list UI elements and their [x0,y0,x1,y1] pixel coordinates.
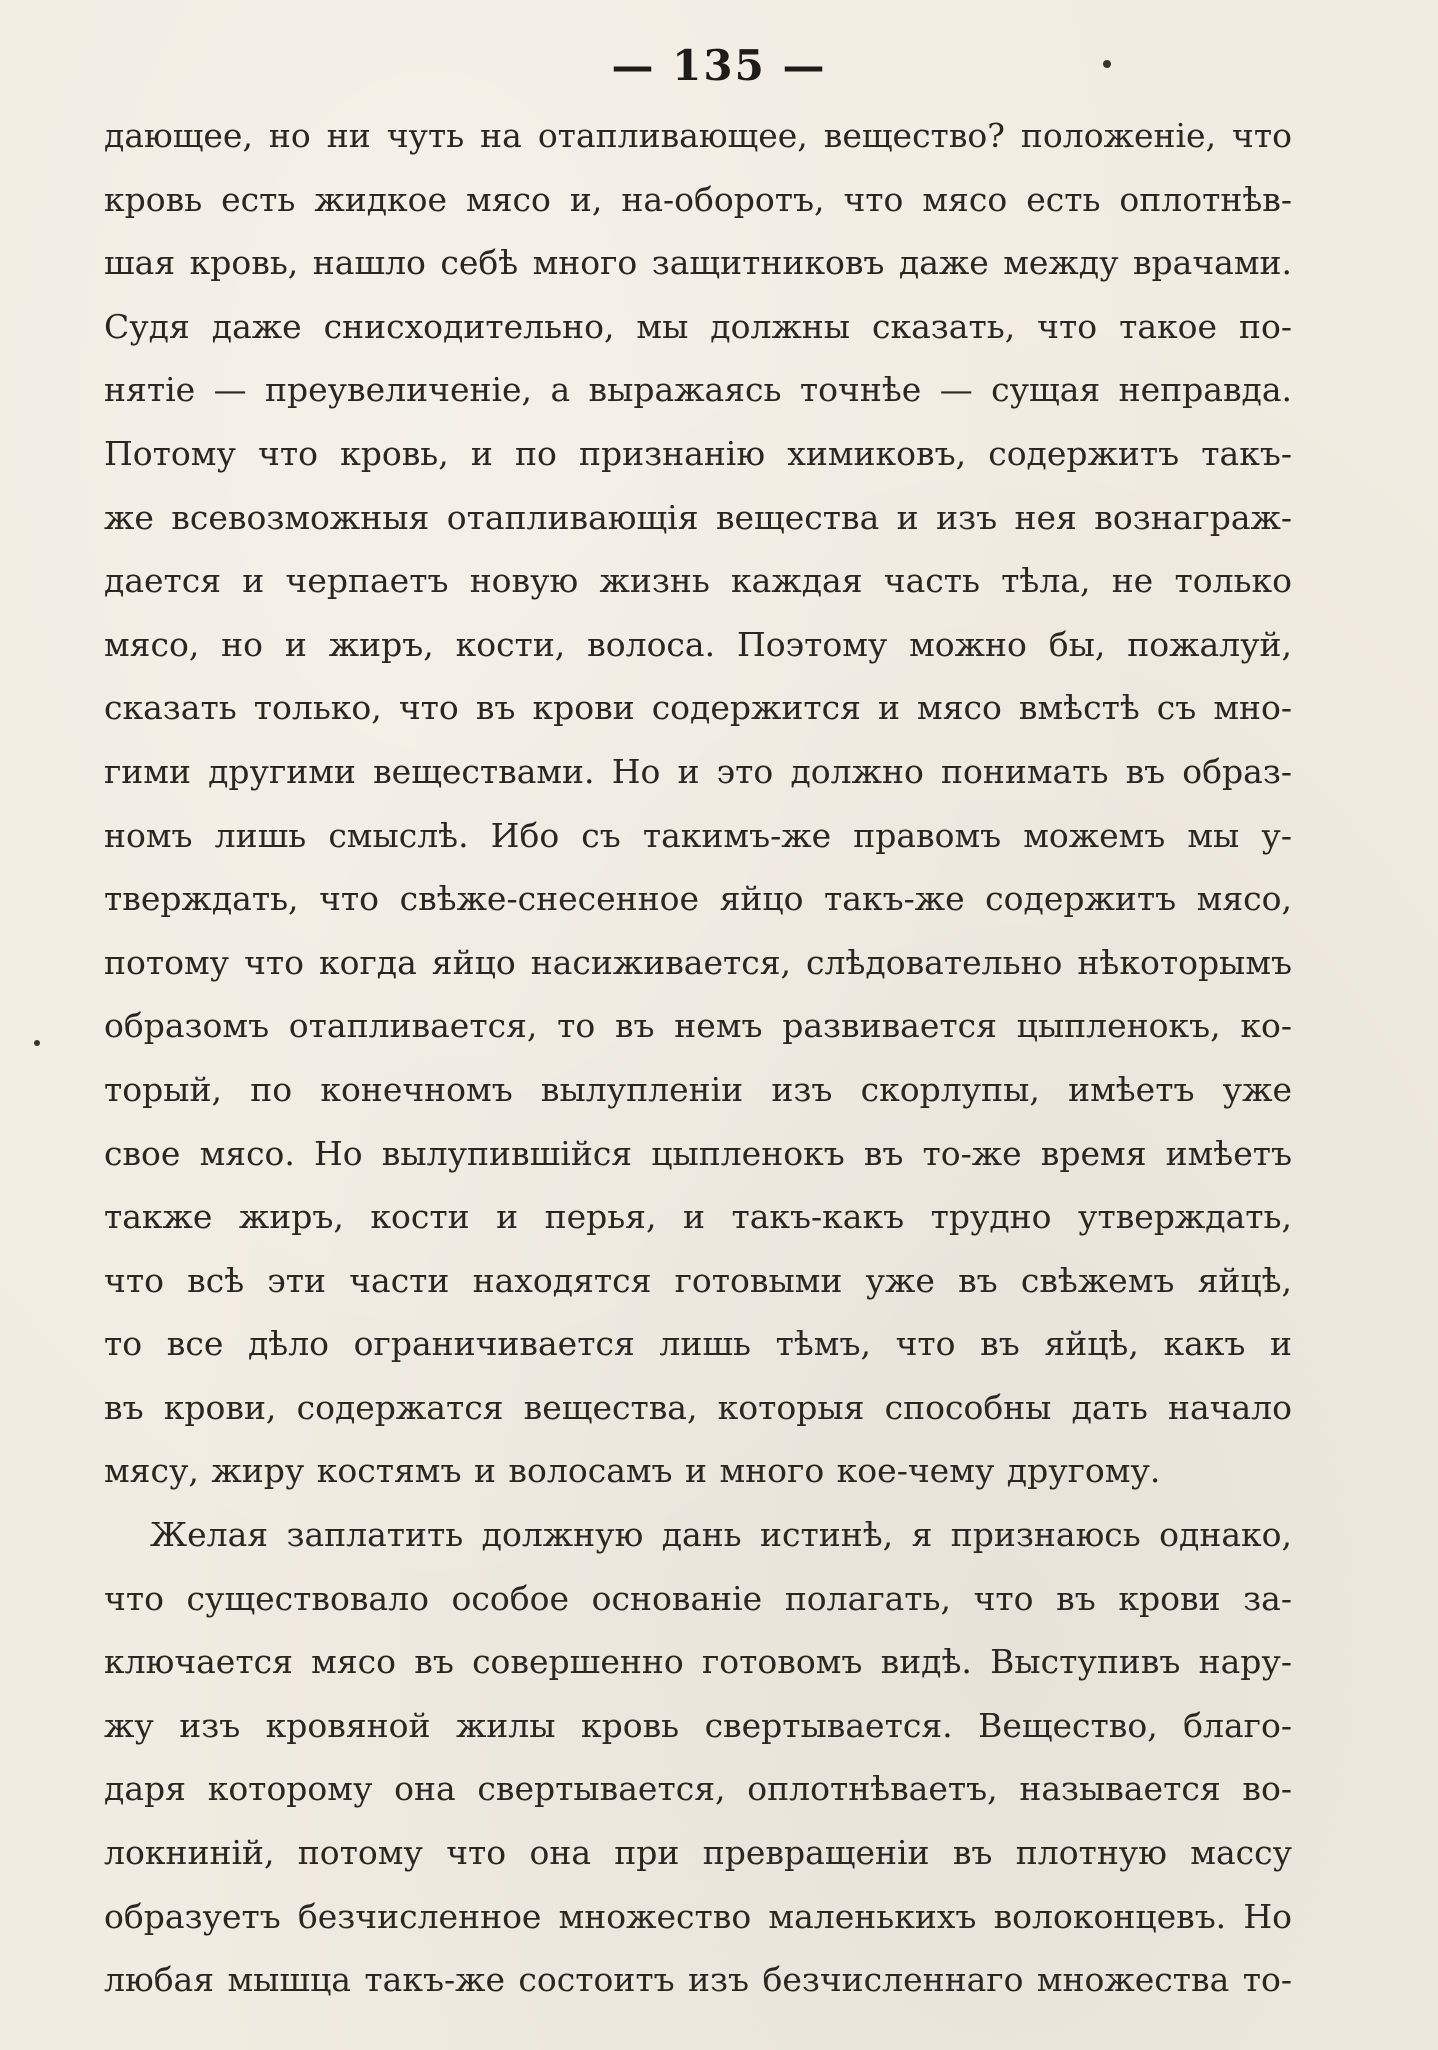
text-line: даря которому она свертывается, оплотнѣваетъ, называется во- [104,1769,1292,1809]
text-line: ключается мясо въ совершенно готовомъ видѣ. Выступивъ нару- [104,1642,1292,1682]
text-line: что существовало особое основаніе полагать, что въ крови за- [104,1578,1292,1618]
ink-speck [1103,60,1111,68]
text-line: торый, по конечномъ вылупленіи изъ скорлупы, имѣетъ уже [104,1069,1292,1109]
text-line: локниній, потому что она при превращеніи въ плотную массу [104,1833,1292,1873]
text-line: тверждать, что свѣже-снесенное яйцо такъ-же содержитъ мясо, [104,879,1292,919]
page-number-header: — 135 — [611,41,827,90]
text-line: дается и черпаетъ новую жизнь каждая часть тѣла, не только [104,561,1292,601]
text-line: шая кровь, нашло себѣ много защитниковъ даже между врачами. [104,243,1292,283]
text-line: любая мышца такъ-же состоитъ изъ безчисленнаго множества то- [104,1960,1292,2000]
text-line: потому что когда яйцо насиживается, слѣдовательно нѣкоторымъ [104,942,1292,982]
paragraph-last-line: мясу, жиру костямъ и волосамъ и много кое-чему другому. [104,1451,1161,1491]
paragraph-first-line: Желая заплатить должную дань истинѣ, я признаюсь однако, [150,1515,1292,1555]
text-line: кровь есть жидкое мясо и, на-оборотъ, что мясо есть оплотнѣв- [104,179,1292,219]
text-line: образомъ отапливается, то въ немъ развивается цыпленокъ, ко- [104,1006,1292,1046]
text-line: Судя даже снисходительно, мы должны сказать, что такое по- [104,306,1292,346]
ink-speck [34,1040,40,1046]
text-line: жу изъ кровяной жилы кровь свертывается. Вещество, благо- [104,1705,1292,1745]
text-line: что всѣ эти части находятся готовыми уже въ свѣжемъ яйцѣ, [104,1260,1292,1300]
text-line: гими другими веществами. Но и это должно понимать въ образ- [104,751,1292,791]
text-line: же всевозможныя отапливающія вещества и изъ нея вознаграж- [104,497,1292,537]
body-text [104,104,1292,2012]
text-line: мясо, но и жиръ, кости, волоса. Поэтому можно бы, пожалуй, [104,624,1292,664]
text-line: Потому что кровь, и по признанію химиковъ, содержитъ такъ- [104,433,1292,473]
text-line: въ крови, содержатся вещества, которыя способны дать начало [104,1387,1292,1427]
text-line: образуетъ безчисленное множество маленькихъ волоконцевъ. Но [104,1896,1292,1936]
text-line: сказать только, что въ крови содержится и мясо вмѣстѣ съ мно- [104,688,1292,728]
text-line: также жиръ, кости и перья, и такъ-какъ трудно утверждать, [104,1197,1292,1237]
text-line: нятіе — преувеличеніе, а выражаясь точнѣе — сущая неправда. [104,370,1292,410]
text-line: свое мясо. Но вылупившійся цыпленокъ въ то-же время имѣетъ [104,1133,1292,1173]
text-line: дающее, но ни чуть на отапливающее, вещество? положеніе, что [104,116,1292,155]
text-line: то все дѣло ограничивается лишь тѣмъ, что въ яйцѣ, какъ и [104,1324,1292,1364]
text-line: номъ лишь смыслѣ. Ибо съ такимъ-же правомъ можемъ мы у- [104,815,1292,855]
